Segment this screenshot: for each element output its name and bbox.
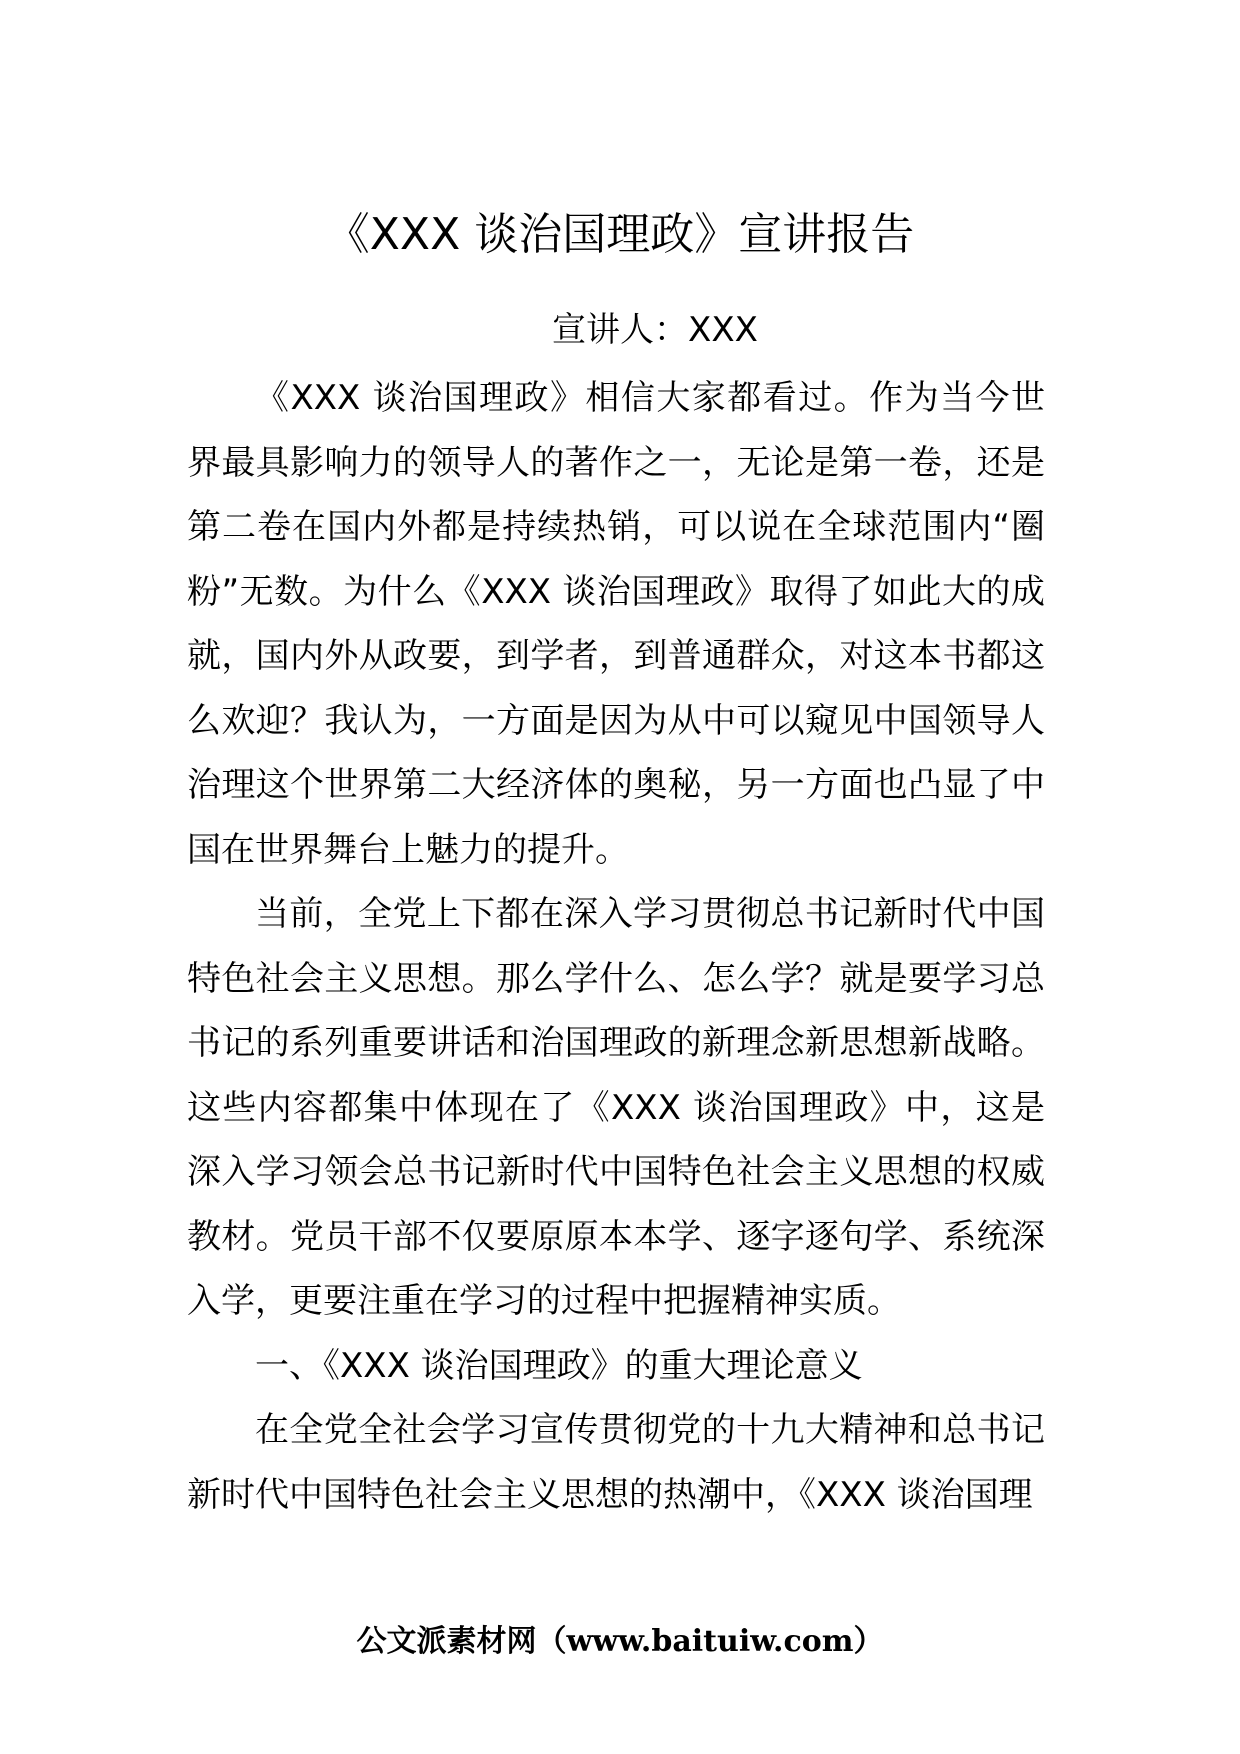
paragraph: 在全党全社会学习宣传贯彻党的十九大精神和总书记新时代中国特色社会主义思想的热潮中，《XXX 谈治国理 bbox=[187, 1410, 1045, 1515]
paragraph: 《XXX 谈治国理政》相信大家都看过。作为当今世界最具影响力的领导人的著作之一，无论是第一卷，还是第二卷在国内外都是持续热销，可以说在全球范围内“圈粉”无数。为什么《XXX 谈治国理政》取得了如此大的成就，国内外从政要，到学者，到普通群众，对这本书都这么欢迎？我认为，一方面是因为从中可以窥见中国领导人治理这个世界第二大经济体的奥秘，另一方面也凸显了中国在世界舞台上魅力的提升。 bbox=[187, 378, 1045, 870]
document-title: 《XXX 谈治国理政》宣讲报告 bbox=[325, 209, 915, 260]
speaker-line: 宣讲人：XXX bbox=[552, 310, 758, 350]
paragraph: 当前，全党上下都在深入学习贯彻总书记新时代中国特色社会主义思想。那么学什么、怎么学？就是要学习总书记的系列重要讲话和治国理政的新理念新思想新战略。这些内容都集中体现在了《XXX 谈治国理政》中，这是深入学习领会总书记新时代中国特色社会主义思想的权威教材。党员干部不仅要原原本本学、逐字逐句学、系统深入学，更要注重在学习的过程中把握精神实质。 bbox=[187, 894, 1045, 1321]
section-heading: 一、《XXX 谈治国理政》的重大理论意义 bbox=[255, 1345, 863, 1386]
document-body bbox=[187, 366, 1045, 1527]
footer-watermark: 公文派素材网（www.baituiw.com） bbox=[356, 1624, 884, 1659]
